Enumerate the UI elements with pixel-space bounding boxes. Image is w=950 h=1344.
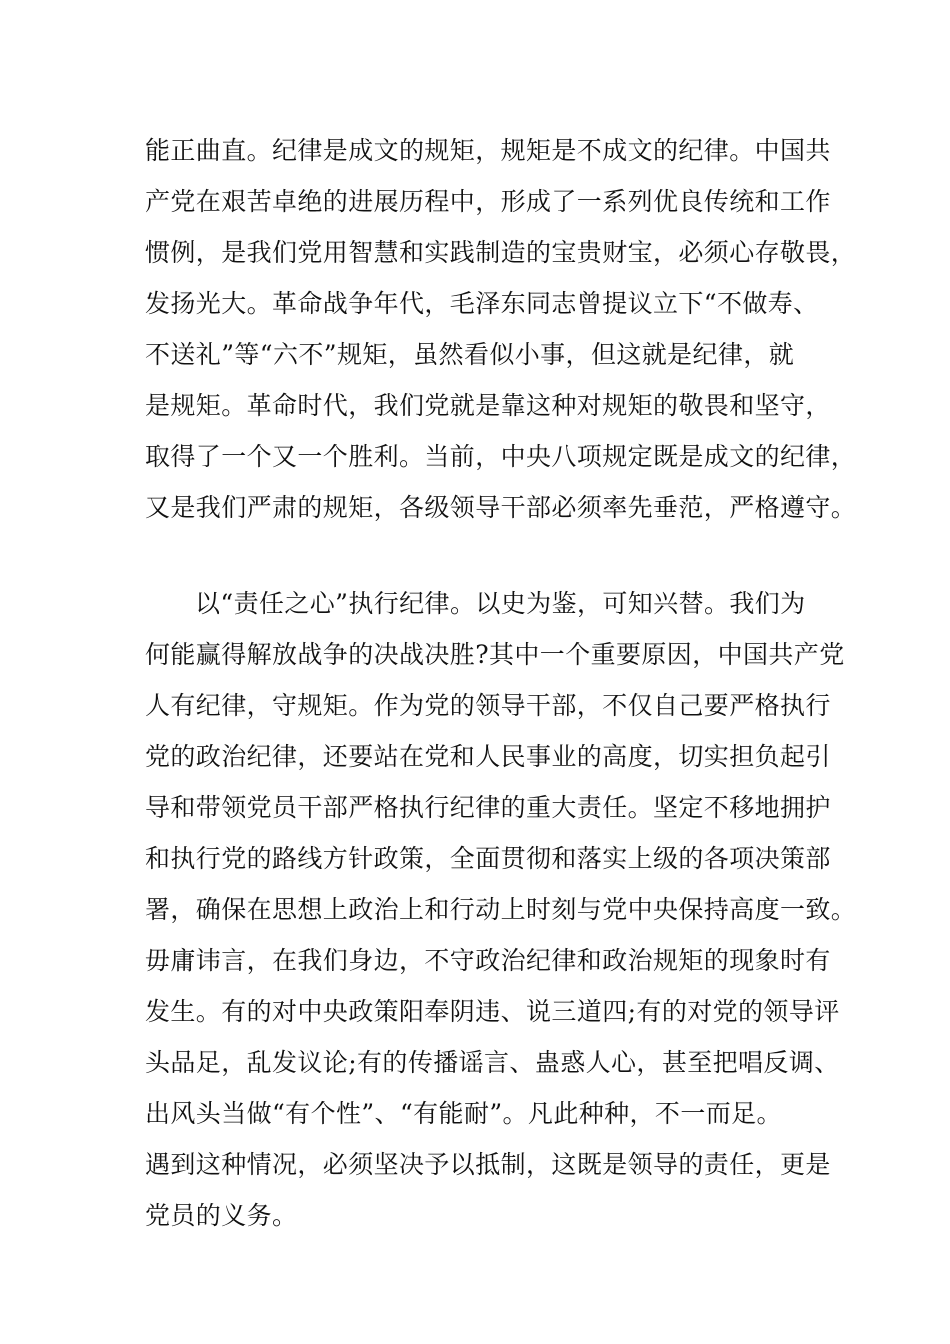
paragraph-2: [145, 578, 857, 1241]
text-line: 和执行党的路线方针政策，全面贯彻和落实上级的各项决策部: [145, 844, 831, 873]
text-line: 又是我们严肃的规矩，各级领导干部必须率先垂范，严格遵守。: [145, 493, 857, 522]
text-line: 能正曲直。纪律是成文的规矩，规矩是不成文的纪律。中国共: [145, 136, 831, 165]
text-line: 人有纪律，守规矩。作为党的领导干部，不仅自己要严格执行: [145, 691, 831, 720]
text-line: 署，确保在思想上政治上和行动上时刻与党中央保持高度一致。: [145, 895, 857, 924]
text-line: 产党在艰苦卓绝的进展历程中，形成了一系列优良传统和工作: [145, 187, 831, 216]
text-line: 以“责任之心”执行纪律。以史为鉴，可知兴替。我们为: [195, 589, 806, 618]
text-line: 是规矩。革命时代，我们党就是靠这种对规矩的敬畏和坚守，: [145, 391, 831, 420]
text-line: 惯例，是我们党用智慧和实践制造的宝贵财宝，必须心存敬畏，: [145, 238, 857, 267]
text-line: 导和带领党员干部严格执行纪律的重大责任。坚定不移地拥护: [145, 793, 831, 822]
text-line: 何能赢得解放战争的决战决胜?其中一个重要原因，中国共产党: [145, 640, 845, 669]
text-line: 取得了一个又一个胜利。当前，中央八项规定既是成文的纪律，: [145, 442, 857, 471]
text-line: 党的政治纪律，还要站在党和人民事业的高度，切实担负起引: [145, 742, 831, 771]
text-line: 遇到这种情况，必须坚决予以抵制，这既是领导的责任，更是: [145, 1150, 831, 1179]
paragraph-1: [145, 125, 857, 533]
text-line: 不送礼”等“六不”规矩，虽然看似小事，但这就是纪律，就: [145, 340, 795, 369]
text-line: 毋庸讳言，在我们身边，不守政治纪律和政治规矩的现象时有: [145, 946, 831, 975]
text-line: 发生。有的对中央政策阳奉阴违、说三道四;有的对党的领导评: [145, 997, 840, 1026]
text-line: 出风头当做“有个性”、“有能耐”。凡此种种，不一而足。: [145, 1099, 782, 1128]
text-line: 党员的义务。: [145, 1201, 298, 1230]
text-line: 头品足，乱发议论;有的传播谣言、蛊惑人心，甚至把唱反调、: [145, 1048, 840, 1077]
text-line: 发扬光大。革命战争年代，毛泽东同志曾提议立下“不做寿、: [145, 289, 819, 318]
